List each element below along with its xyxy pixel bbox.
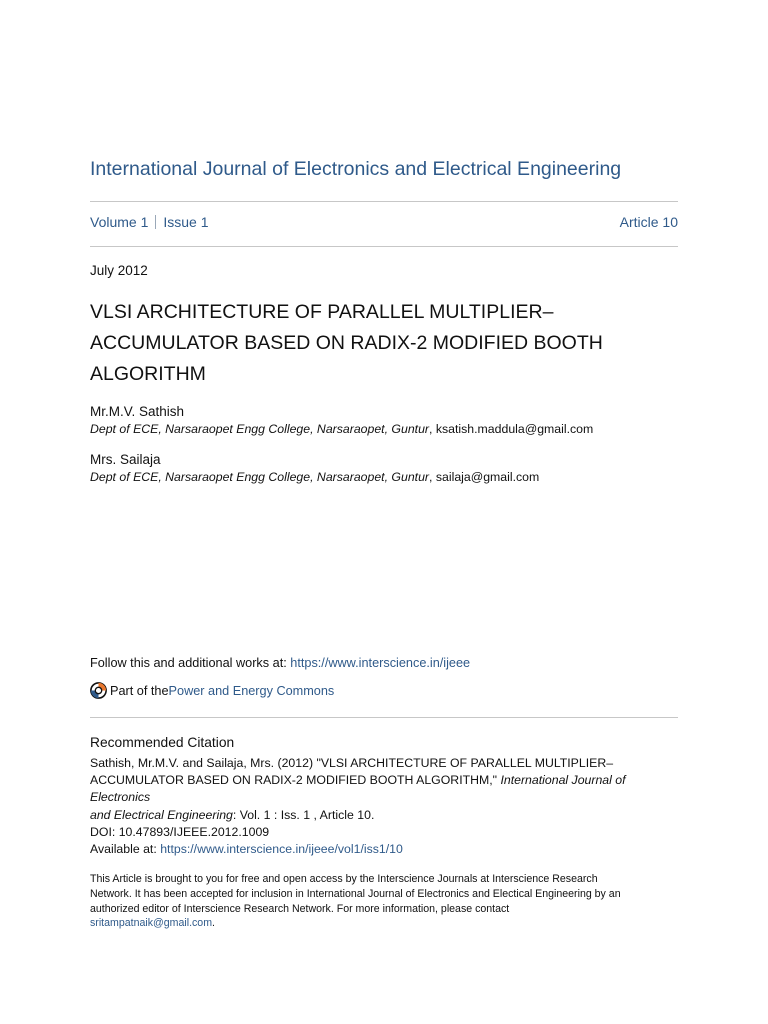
contact-email-link[interactable]: sritampatnaik@gmail.com	[90, 917, 213, 930]
disclaimer-line: This Article is brought to you for free and open access by the Interscience Journals at Interscience Research	[90, 873, 598, 885]
article-title	[90, 297, 650, 390]
follow-line	[90, 656, 470, 670]
volume-link[interactable]: Volume 1	[90, 214, 149, 230]
author-affiliation	[90, 422, 593, 436]
available-url-link[interactable]: https://www.interscience.in/ijeee/vol1/iss1/10	[160, 842, 403, 857]
article-title-line: VLSI ARCHITECTURE OF PARALLEL MULTIPLIER–	[90, 301, 554, 323]
divider-top	[90, 201, 678, 202]
citation-block	[90, 755, 678, 858]
citation-line: Sathish, Mr.M.V. and Sailaja, Mrs. (2012) "VLSI ARCHITECTURE OF PARALLEL MULTIPLIER–	[90, 756, 614, 770]
author-name: Mr.M.V. Sathish	[90, 404, 185, 419]
issue-separator	[155, 215, 156, 229]
author-email: , sailaja@gmail.com	[429, 470, 540, 484]
citation-doi: DOI: 10.47893/IJEEE.2012.1009	[90, 824, 270, 839]
citation-journal: International Journal of Electronics	[90, 773, 626, 805]
disclaimer-end: .	[212, 917, 215, 930]
citation-line	[90, 807, 678, 824]
disclaimer-line	[90, 916, 678, 931]
available-prefix: Available at:	[90, 842, 161, 857]
citation-text: : Vol. 1 : Iss. 1 , Article 10.	[232, 807, 375, 822]
commons-link[interactable]: Power and Energy Commons	[168, 683, 335, 698]
recommended-citation-heading: Recommended Citation	[90, 735, 235, 750]
journal-title-link[interactable]: International Journal of Electronics and Electrical Engineering	[90, 158, 622, 180]
issue-bar	[90, 214, 678, 230]
citation-available	[90, 841, 678, 858]
author-email: , ksatish.maddula@gmail.com	[429, 422, 594, 436]
creative-commons-icon	[90, 682, 107, 699]
citation-text: ACCUMULATOR BASED ON RADIX-2 MODIFIED BOOTH ALGORITHM,"	[90, 773, 501, 788]
author-department: Dept of ECE, Narsaraopet Engg College, Narsaraopet, Guntur	[90, 422, 430, 436]
publication-date: July 2012	[90, 263, 148, 278]
author-name: Mrs. Sailaja	[90, 452, 161, 467]
part-of-prefix: Part of the	[110, 683, 169, 698]
article-link[interactable]: Article 10	[619, 214, 678, 230]
article-title-line: ACCUMULATOR BASED ON RADIX-2 MODIFIED BOOTH	[90, 332, 603, 354]
divider-citation	[90, 717, 678, 718]
follow-prefix: Follow this and additional works at:	[90, 656, 291, 670]
citation-line	[90, 772, 678, 806]
issue-link[interactable]: Issue 1	[163, 214, 209, 230]
access-disclaimer	[90, 872, 678, 931]
author-affiliation	[90, 470, 539, 484]
author-department: Dept of ECE, Narsaraopet Engg College, Narsaraopet, Guntur	[90, 470, 430, 484]
article-title-line: ALGORITHM	[90, 363, 206, 385]
disclaimer-line: Network. It has been accepted for inclusion in International Journal of Electronics and Electical Engineering by an	[90, 887, 621, 900]
follow-url-link[interactable]: https://www.interscience.in/ijeee	[290, 656, 471, 670]
disclaimer-line: authorized editor of Interscience Research Network. For more information, please contact	[90, 902, 510, 915]
part-of-line	[90, 682, 334, 699]
citation-journal: and Electrical Engineering	[90, 807, 233, 822]
divider-issue	[90, 246, 678, 247]
